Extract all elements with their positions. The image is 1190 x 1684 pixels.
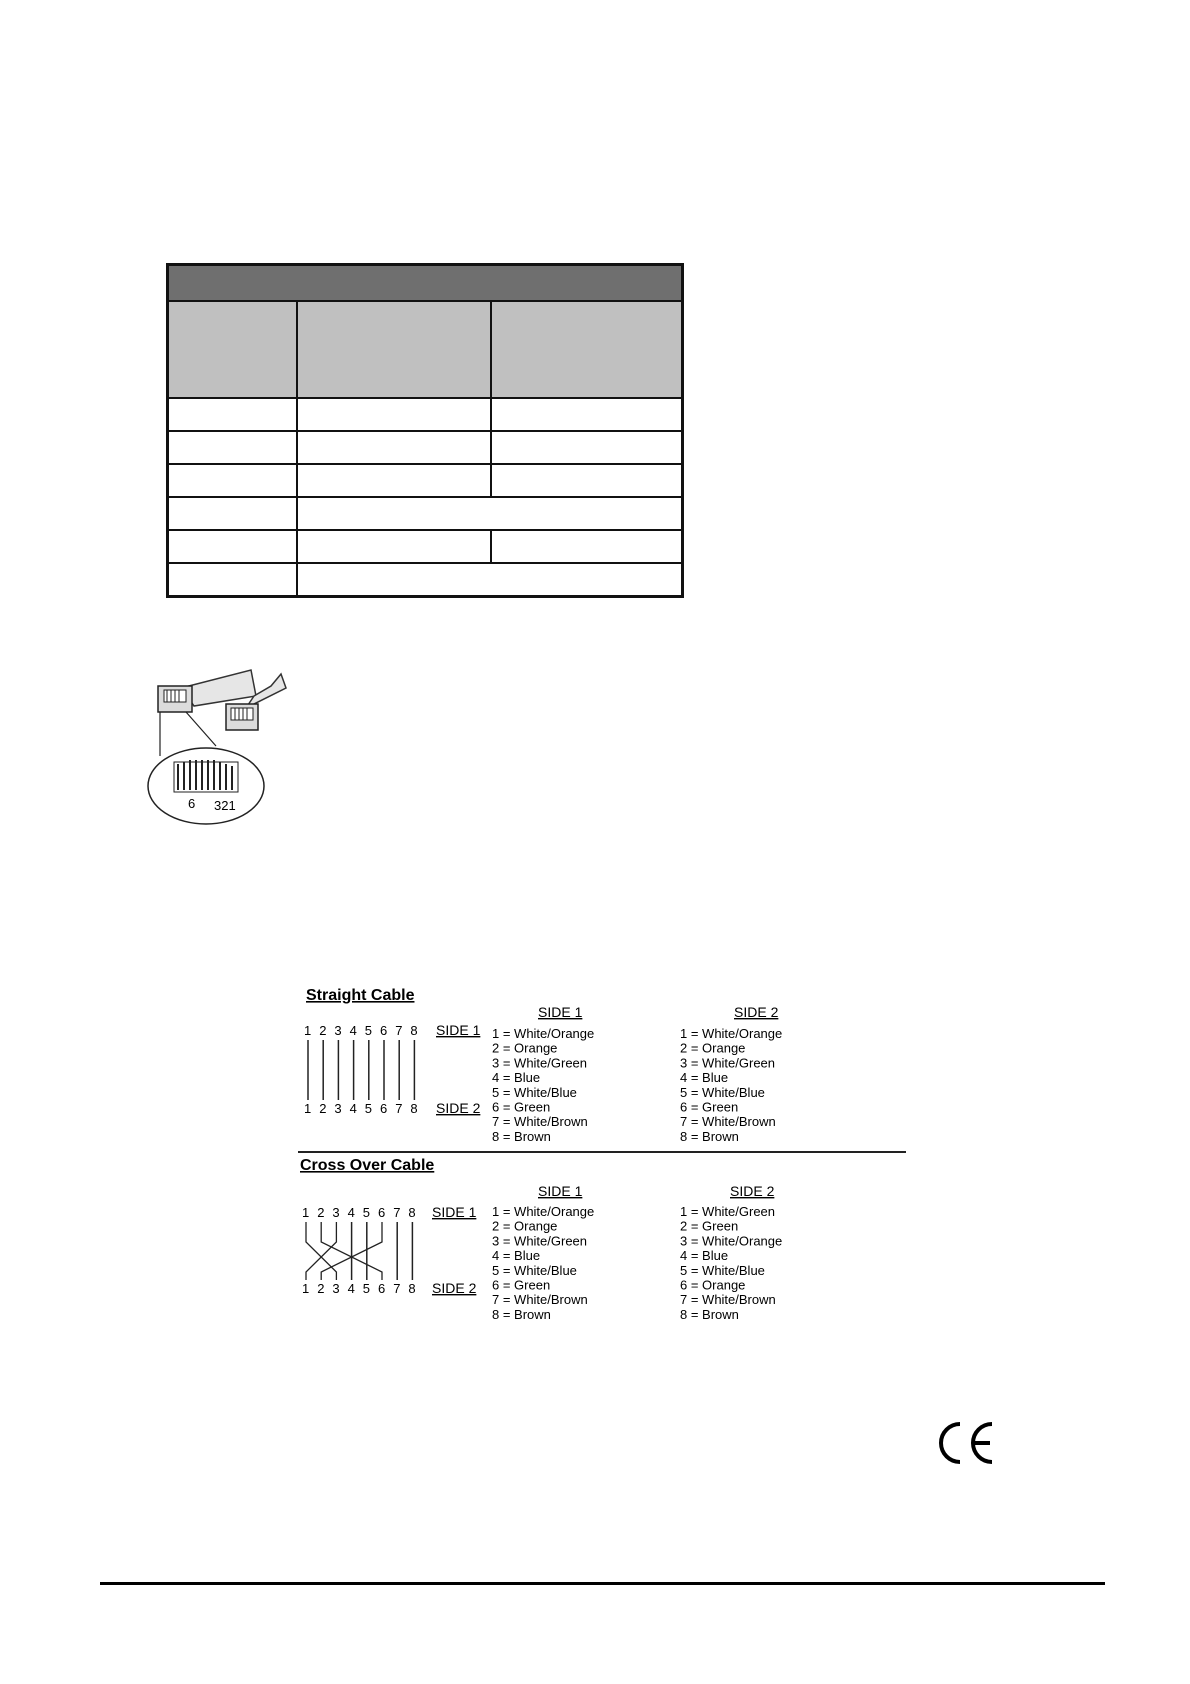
pin-number: 4 (349, 1023, 357, 1038)
table-title-row (168, 265, 683, 302)
pin-number: 5 (364, 1023, 373, 1038)
pin-number: 3 (334, 1101, 342, 1116)
wire-color-entry: 4 = Blue (492, 1070, 541, 1086)
wire-color-entry: 6 = Green (680, 1099, 739, 1115)
table-cell (168, 398, 298, 431)
wire-color-entry: 7 = White/Brown (680, 1114, 776, 1130)
pin-number: 4 (349, 1101, 357, 1116)
pin-number: 3 (332, 1281, 340, 1296)
wire-color-entry: 3 = White/Green (680, 1055, 776, 1071)
table-cell (491, 530, 682, 563)
straight-side1-list (492, 1026, 594, 1144)
wire-color-entry: 2 = Orange (492, 1040, 558, 1056)
spec-table (166, 263, 684, 598)
straight-wires (308, 1040, 414, 1100)
rj45-connector-illustration (146, 668, 306, 828)
pin-number: 5 (362, 1205, 371, 1220)
cross-side2-tag: SIDE 2 (432, 1280, 477, 1296)
straight-side2-heading: SIDE 2 (734, 1004, 779, 1020)
pin-number: 1 (302, 1205, 310, 1220)
wire-color-entry: 2 = Orange (680, 1040, 746, 1056)
table-title-cell (168, 265, 683, 302)
connector-pin-label: 6 (188, 796, 196, 811)
cross-side1-tag: SIDE 1 (432, 1204, 477, 1220)
pin-number: 7 (395, 1101, 403, 1116)
cable-wiring-diagram (296, 980, 916, 1320)
pin-number: 1 (304, 1101, 312, 1116)
table-row (168, 530, 683, 563)
table-row (168, 563, 683, 597)
pin-number: 3 (334, 1023, 342, 1038)
table-cell (491, 398, 682, 431)
pin-number: 7 (393, 1205, 401, 1220)
pin-number: 6 (378, 1205, 386, 1220)
table-row (168, 497, 683, 530)
table-cell (168, 464, 298, 497)
cross-side2-list (680, 1204, 782, 1320)
table-cell-merged (297, 563, 682, 597)
wire-color-entry: 8 = Brown (492, 1128, 551, 1144)
wire-color-entry: 2 = Green (680, 1218, 739, 1234)
wire-color-entry: 4 = Blue (680, 1070, 729, 1086)
pin-number: 6 (380, 1101, 388, 1116)
table-cell (297, 464, 491, 497)
cross-side1-heading: SIDE 1 (538, 1183, 583, 1199)
wire-color-entry: 1 = White/Green (680, 1204, 776, 1219)
table-row (168, 431, 683, 464)
wire-color-entry: 6 = Orange (680, 1277, 746, 1293)
cross-cable-title: Cross Over Cable (300, 1157, 435, 1174)
pin-number: 7 (393, 1281, 401, 1296)
straight-side1-tag: SIDE 1 (436, 1022, 481, 1038)
pin-number: 5 (364, 1101, 373, 1116)
pin-number: 2 (317, 1205, 325, 1220)
pin-number: 6 (378, 1281, 386, 1296)
table-cell (168, 530, 298, 563)
pin-number: 8 (410, 1101, 418, 1116)
table-cell (297, 431, 491, 464)
table-row (168, 464, 683, 497)
wire-color-entry: 5 = White/Blue (680, 1262, 765, 1278)
table-cell (491, 464, 682, 497)
wire-color-entry: 4 = Blue (680, 1248, 729, 1264)
wire-color-entry: 1 = White/Orange (492, 1204, 595, 1219)
wire-color-entry: 7 = White/Brown (492, 1292, 588, 1308)
wire-color-entry: 3 = White/Orange (680, 1233, 783, 1249)
wire-color-entry: 1 = White/Orange (492, 1026, 595, 1041)
wire-color-entry: 1 = White/Orange (680, 1026, 783, 1041)
pin-number: 3 (332, 1205, 340, 1220)
wire-color-entry: 7 = White/Brown (492, 1114, 588, 1130)
table-cell (168, 563, 298, 597)
table-cell (168, 497, 298, 530)
pin-number: 4 (347, 1281, 355, 1296)
pin-number: 1 (304, 1023, 312, 1038)
table-header-cell (168, 301, 298, 398)
wire-color-entry: 5 = White/Blue (680, 1084, 765, 1100)
straight-side2-tag: SIDE 2 (436, 1100, 481, 1116)
wire-color-entry: 3 = White/Green (492, 1233, 588, 1249)
wire-color-entry: 5 = White/Blue (492, 1084, 577, 1100)
straight-cable-title: Straight Cable (306, 987, 415, 1004)
pin-number: 5 (362, 1281, 371, 1296)
wire-color-entry: 4 = Blue (492, 1248, 541, 1264)
cross-wires (306, 1222, 412, 1280)
pin-number: 8 (408, 1205, 416, 1220)
straight-side2-list (680, 1026, 782, 1144)
wire-color-entry: 6 = Green (492, 1099, 551, 1115)
table-cell (168, 431, 298, 464)
wire-color-entry: 8 = Brown (680, 1128, 739, 1144)
table-cell (491, 431, 682, 464)
wire-color-entry: 6 = Green (492, 1277, 551, 1293)
table-header-cell (297, 301, 491, 398)
connector-pin-label: 321 (214, 798, 236, 813)
table-row (168, 398, 683, 431)
wire-color-entry: 8 = Brown (680, 1306, 739, 1320)
wire-color-entry: 8 = Brown (492, 1306, 551, 1320)
wire-color-entry: 2 = Orange (492, 1218, 558, 1234)
wire-color-entry: 7 = White/Brown (680, 1292, 776, 1308)
table-cell-merged (297, 497, 682, 530)
wire-color-entry: 3 = White/Green (492, 1055, 588, 1071)
pin-number: 1 (302, 1281, 310, 1296)
pin-number: 2 (319, 1023, 327, 1038)
straight-pin-numbers-bottom (304, 1101, 418, 1116)
table-header-row (168, 301, 683, 398)
straight-side1-heading: SIDE 1 (538, 1004, 583, 1020)
pin-number: 2 (317, 1281, 325, 1296)
ce-mark-logo (930, 1418, 1000, 1468)
cross-pin-numbers-bottom (302, 1281, 416, 1296)
wire-color-entry: 5 = White/Blue (492, 1262, 577, 1278)
straight-pin-numbers-top (304, 1023, 418, 1038)
cross-pin-numbers-top (302, 1205, 416, 1220)
pin-number: 8 (408, 1281, 416, 1296)
pin-number: 2 (319, 1101, 327, 1116)
table-cell (297, 530, 491, 563)
cross-side1-list (492, 1204, 594, 1320)
pin-number: 7 (395, 1023, 403, 1038)
cross-side2-heading: SIDE 2 (730, 1183, 775, 1199)
table-cell (297, 398, 491, 431)
pin-number: 8 (410, 1023, 418, 1038)
table-header-cell (491, 301, 682, 398)
pin-number: 4 (347, 1205, 355, 1220)
footer-rule (100, 1582, 1105, 1585)
pin-number: 6 (380, 1023, 388, 1038)
